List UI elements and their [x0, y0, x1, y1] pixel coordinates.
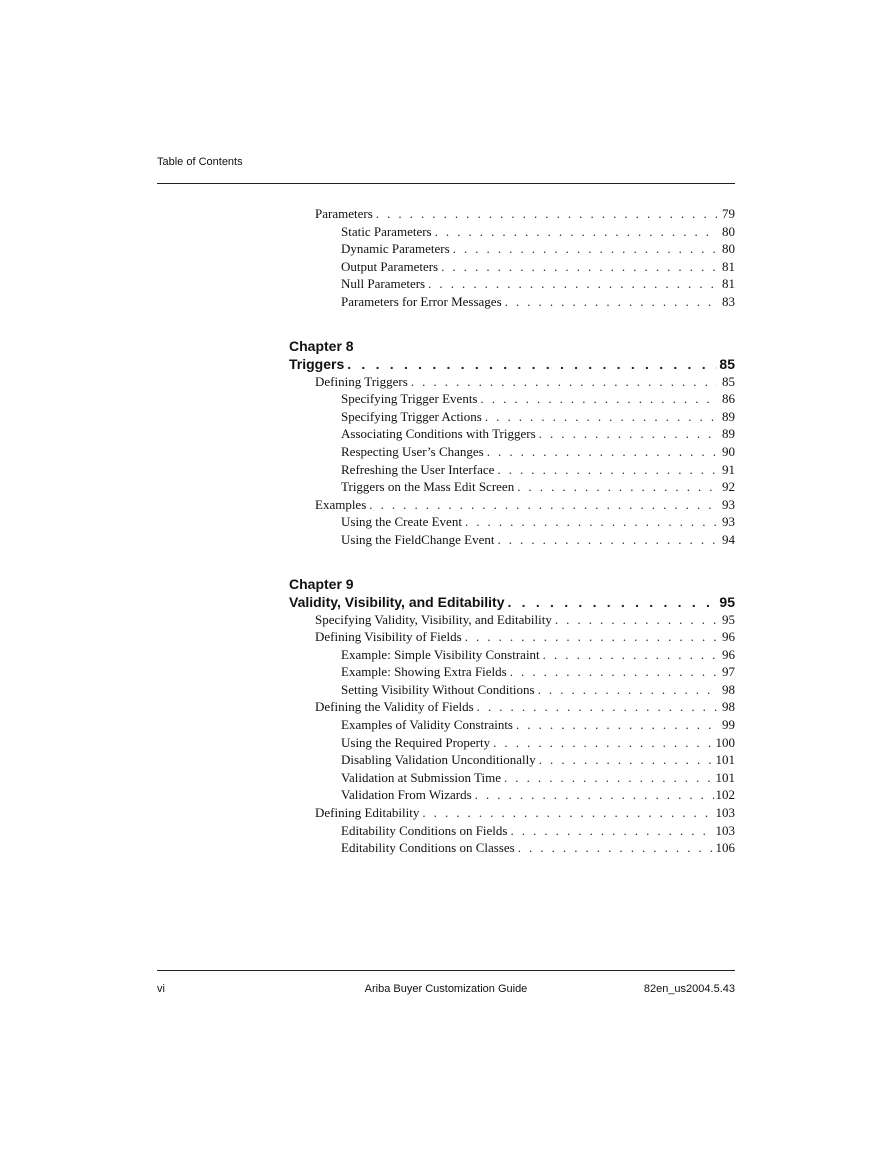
dot-leader: [347, 355, 717, 373]
toc-entry[interactable]: [289, 496, 735, 514]
dot-leader: [485, 408, 717, 426]
toc-entry-page: 86: [722, 391, 735, 407]
toc-entry-title: Editability Conditions on Fields: [341, 822, 508, 838]
toc-entry-page: 94: [722, 531, 735, 547]
toc-entry-page: 83: [722, 293, 735, 309]
dot-leader: [497, 461, 717, 479]
toc-entry[interactable]: [289, 822, 735, 840]
toc-entry-page: 96: [722, 629, 735, 645]
dot-leader: [508, 593, 718, 611]
dot-leader: [497, 531, 717, 549]
dot-leader: [465, 513, 717, 531]
toc-entry[interactable]: [289, 628, 735, 646]
footer-doc-id: 82en_us2004.5.43: [643, 983, 735, 995]
dot-leader: [481, 390, 718, 408]
toc-entry-title: Using the Create Event: [341, 514, 462, 530]
dot-leader: [539, 751, 714, 769]
dot-leader: [505, 293, 717, 311]
running-header: Table of Contents: [157, 156, 243, 168]
toc-entry-page: 102: [715, 787, 735, 803]
toc-entry-title: Specifying Trigger Events: [341, 391, 478, 407]
toc-entry-page: 100: [715, 734, 735, 750]
toc-entry-title: Triggers on the Mass Edit Screen: [341, 479, 515, 495]
toc-entry-title: Editability Conditions on Classes: [341, 840, 515, 856]
dot-leader: [539, 425, 717, 443]
dot-leader: [422, 804, 713, 822]
chapter-title-entry[interactable]: [289, 593, 735, 611]
toc-entry[interactable]: [289, 716, 735, 734]
toc-entry-page: 103: [715, 805, 735, 821]
toc-entry[interactable]: [289, 786, 735, 804]
toc-entry-title: Validation at Submission Time: [341, 769, 501, 785]
dot-leader: [376, 205, 717, 223]
toc-entry[interactable]: [289, 681, 735, 699]
dot-leader: [516, 716, 717, 734]
toc-entry-title: Validity, Visibility, and Editability: [289, 593, 505, 610]
toc-entry-title: Disabling Validation Unconditionally: [341, 752, 536, 768]
toc-entry[interactable]: [289, 293, 735, 311]
toc-entry-page: 93: [722, 496, 735, 512]
dot-leader: [477, 698, 717, 716]
toc-entry-page: 79: [722, 206, 735, 221]
toc-entry-title: Examples of Validity Constraints: [341, 717, 513, 733]
toc-entry-title: Defining Visibility of Fields: [315, 629, 462, 645]
toc-entry-title: Parameters: [315, 206, 373, 221]
chapters: [289, 337, 735, 857]
dot-leader: [487, 443, 717, 461]
toc-entry-title: Associating Conditions with Triggers: [341, 426, 536, 442]
toc-entry[interactable]: [289, 531, 735, 549]
toc-entry-page: 96: [722, 646, 735, 662]
toc-entry[interactable]: [289, 223, 735, 241]
toc-entry-page: 89: [722, 426, 735, 442]
toc-entry[interactable]: [289, 769, 735, 787]
dot-leader: [428, 275, 717, 293]
toc-entry-title: Defining the Validity of Fields: [315, 699, 474, 715]
table-of-contents: [289, 205, 735, 857]
toc-entry-page: 98: [722, 699, 735, 715]
toc-entry-page: 81: [722, 258, 735, 274]
chapter-block: [289, 337, 735, 549]
toc-entry[interactable]: [289, 646, 735, 664]
toc-entry[interactable]: [289, 373, 735, 391]
toc-entry-title: Null Parameters: [341, 276, 426, 292]
dot-leader: [475, 786, 714, 804]
toc-entry[interactable]: [289, 240, 735, 258]
toc-entry-title: Example: Simple Visibility Constraint: [341, 646, 540, 662]
toc-entry[interactable]: [289, 804, 735, 822]
toc-entry-title: Refreshing the User Interface: [341, 461, 495, 477]
dot-leader: [555, 611, 717, 629]
toc-entry-title: Examples: [315, 496, 367, 512]
toc-entry[interactable]: [289, 258, 735, 276]
toc-entry-page: 97: [722, 664, 735, 680]
chapter-label: Chapter 8: [289, 337, 354, 354]
toc-entry[interactable]: [289, 663, 735, 681]
toc-entry-title: Parameters for Error Messages: [341, 293, 502, 309]
toc-entry[interactable]: [289, 839, 735, 857]
toc-entry-title: Validation From Wizards: [341, 787, 472, 803]
dot-leader: [543, 646, 717, 664]
intro-entries: [289, 205, 735, 311]
toc-entry-title: Static Parameters: [341, 223, 432, 239]
toc-entry-title: Using the FieldChange Event: [341, 531, 495, 547]
toc-entry-page: 101: [715, 769, 735, 785]
dot-leader: [465, 628, 717, 646]
toc-entry-title: Example: Showing Extra Fields: [341, 664, 507, 680]
dot-leader: [493, 734, 713, 752]
footer-book-title: Ariba Buyer Customization Guide: [364, 983, 528, 995]
toc-entry-page: 81: [722, 276, 735, 292]
toc-entry-title: Defining Editability: [315, 805, 420, 821]
toc-entry[interactable]: [289, 751, 735, 769]
dot-leader: [441, 258, 717, 276]
toc-entry-title: Respecting User’s Changes: [341, 443, 484, 459]
toc-entry[interactable]: [289, 698, 735, 716]
toc-entry-page: 92: [722, 479, 735, 495]
toc-entry-title: Defining Triggers: [315, 373, 408, 389]
toc-entry[interactable]: [289, 513, 735, 531]
toc-entry-page: 95: [719, 593, 735, 610]
dot-leader: [369, 496, 717, 514]
toc-entry[interactable]: [289, 408, 735, 426]
toc-entry-title: Setting Visibility Without Conditions: [341, 681, 535, 697]
toc-entry[interactable]: [289, 443, 735, 461]
toc-entry-title: Using the Required Property: [341, 734, 491, 750]
toc-entry[interactable]: [289, 205, 735, 223]
toc-entry[interactable]: [289, 275, 735, 293]
dot-leader: [510, 663, 717, 681]
toc-entry-page: 103: [715, 822, 735, 838]
dot-leader: [504, 769, 714, 787]
toc-entry-page: 80: [722, 241, 735, 257]
toc-entry-title: Triggers: [289, 355, 345, 372]
toc-entry-page: 95: [722, 611, 735, 627]
toc-entry-page: 89: [722, 408, 735, 424]
chapter-label: Chapter 9: [289, 575, 354, 592]
toc-entry-title: Dynamic Parameters: [341, 241, 450, 257]
dot-leader: [510, 822, 713, 840]
dot-leader: [518, 839, 714, 857]
chapter-block: [289, 575, 735, 857]
toc-entry[interactable]: [289, 461, 735, 479]
dot-leader: [453, 240, 717, 258]
toc-entry-title: Output Parameters: [341, 258, 439, 274]
toc-entry[interactable]: [289, 390, 735, 408]
page-footer: [157, 983, 735, 997]
toc-entry-page: 91: [722, 461, 735, 477]
toc-entry-page: 93: [722, 514, 735, 530]
footer-rule: [157, 970, 735, 971]
toc-entry[interactable]: [289, 478, 735, 496]
chapter-title-entry[interactable]: [289, 355, 735, 373]
dot-leader: [517, 478, 717, 496]
toc-entry[interactable]: [289, 734, 735, 752]
toc-entry[interactable]: [289, 425, 735, 443]
header-rule: [157, 183, 735, 184]
toc-entry-page: 80: [722, 223, 735, 239]
toc-entry-page: 85: [719, 355, 735, 372]
footer-page-number: vi: [157, 983, 165, 995]
toc-entry-page: 99: [722, 717, 735, 733]
toc-entry-page: 90: [722, 443, 735, 459]
toc-entry-page: 85: [722, 373, 735, 389]
dot-leader: [538, 681, 717, 699]
dot-leader: [411, 373, 717, 391]
toc-entry[interactable]: [289, 611, 735, 629]
toc-entry-title: Specifying Trigger Actions: [341, 408, 482, 424]
toc-entry-page: 106: [715, 840, 735, 856]
toc-entry-page: 101: [715, 752, 735, 768]
toc-entry-title: Specifying Validity, Visibility, and Editability: [315, 611, 552, 627]
toc-entry-page: 98: [722, 681, 735, 697]
dot-leader: [435, 223, 717, 241]
